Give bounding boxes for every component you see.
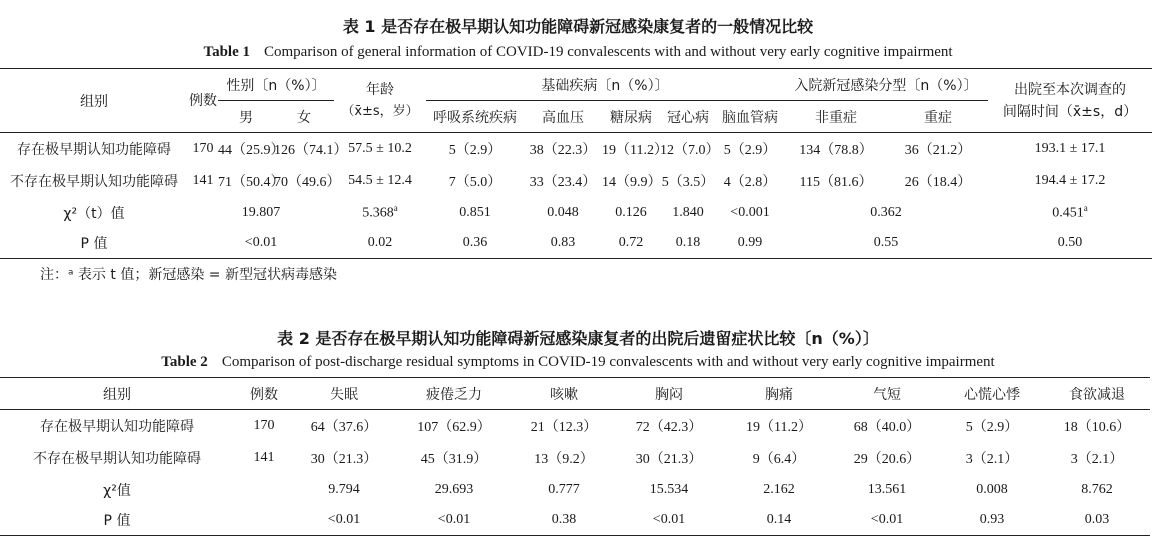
t1-p-label: P 值 bbox=[0, 229, 188, 259]
t1-stat-cerebro: <0.001 bbox=[730, 204, 770, 220]
t2-p-shortness-breath: <0.01 bbox=[834, 506, 940, 536]
t1-r1-female: 126（74.1） bbox=[274, 142, 348, 158]
table1-caption-cn: 表 1 是否存在极早期认知功能障碍新冠感染康复者的一般情况比较 bbox=[342, 17, 814, 36]
t1-p-age: 0.02 bbox=[334, 229, 426, 259]
t2-p-chest-pain: 0.14 bbox=[724, 506, 834, 536]
t1-r1-male: 44（25.9） bbox=[218, 142, 285, 158]
t1-r2-cerebro: 4（2.8） bbox=[723, 174, 777, 190]
t1-r2-hypertension: 33（23.4） bbox=[529, 174, 597, 190]
t2-stat-chest-tightness: 15.534 bbox=[649, 481, 689, 497]
t2-stat-shortness-breath: 13.561 bbox=[867, 481, 907, 497]
t2-r2-chest-pain: 9（6.4） bbox=[752, 451, 806, 467]
table2-caption-en bbox=[0, 354, 1156, 371]
table-row bbox=[0, 133, 1152, 165]
t2-r2-palpitation: 3（2.1） bbox=[965, 451, 1019, 467]
t1-p-diabetes: 0.72 bbox=[602, 229, 660, 259]
t1-r2-age: 54.5 ± 12.4 bbox=[348, 172, 412, 188]
t1-r2-interval: 194.4 ± 17.2 bbox=[1034, 172, 1106, 188]
t1-r1-interval: 193.1 ± 17.1 bbox=[1034, 140, 1106, 156]
t1-r2-count: 141 bbox=[192, 172, 214, 188]
table-row bbox=[0, 229, 1152, 259]
t2-r1-count: 170 bbox=[253, 417, 275, 433]
t2-stat-fatigue: 29.693 bbox=[434, 481, 474, 497]
t2-header-cough: 咳嗽 bbox=[514, 378, 614, 410]
table1-footnote: 注：ᵃ 表示 t 值；新冠感染 = 新型冠状病毒感染 bbox=[40, 267, 337, 283]
t1-header-count: 例数 bbox=[188, 69, 218, 133]
t1-r1-severe: 36（21.2） bbox=[904, 142, 972, 158]
t2-header-appetite-loss: 食欲减退 bbox=[1044, 378, 1150, 410]
t1-r1-hypertension: 38（22.3） bbox=[529, 142, 597, 158]
t2-p-appetite-loss: 0.03 bbox=[1044, 506, 1150, 536]
t1-p-hypertension: 0.83 bbox=[524, 229, 602, 259]
t1-header-interval: 出院至本次调查的 间隔时间（x̄±s，d） bbox=[988, 69, 1152, 133]
t1-header-severity: 入院新冠感染分型〔n（%）〕 bbox=[784, 69, 988, 101]
t1-stat-interval: 0.451$^a$ bbox=[1052, 203, 1088, 221]
t1-r2-male: 71（50.4） bbox=[218, 174, 285, 190]
t2-r1-palpitation: 5（2.9） bbox=[965, 419, 1019, 435]
t1-header-diabetes: 糖尿病 bbox=[602, 101, 660, 133]
t2-header-chest-pain: 胸痛 bbox=[724, 378, 834, 410]
t2-header-fatigue: 疲倦乏力 bbox=[394, 378, 514, 410]
t2-p-insomnia: <0.01 bbox=[294, 506, 394, 536]
t1-header-severe: 重症 bbox=[888, 101, 988, 133]
t1-r1-cerebro: 5（2.9） bbox=[723, 142, 777, 158]
t1-r1-respiratory: 5（2.9） bbox=[448, 142, 502, 158]
t2-r1-cough: 21（12.3） bbox=[530, 419, 598, 435]
t1-header-male: 男 bbox=[218, 101, 274, 133]
t2-stat-chest-pain: 2.162 bbox=[763, 481, 795, 497]
t2-stat-label: χ²值 bbox=[103, 482, 131, 499]
t1-stat-sex: 19.807 bbox=[241, 204, 281, 220]
table-row bbox=[0, 474, 1150, 506]
t1-p-cerebro: 0.99 bbox=[716, 229, 784, 259]
t2-p-label: P 值 bbox=[0, 506, 234, 536]
table-row bbox=[0, 506, 1150, 536]
t1-p-sex: <0.01 bbox=[188, 229, 334, 259]
t1-header-female: 女 bbox=[274, 101, 334, 133]
t2-r1-chest-pain: 19（11.2） bbox=[746, 419, 812, 435]
t1-r2-chd: 5（3.5） bbox=[661, 174, 715, 190]
table-row bbox=[0, 410, 1150, 442]
t1-p-respiratory: 0.36 bbox=[426, 229, 524, 259]
t1-r2-non-severe: 115（81.6） bbox=[799, 174, 873, 190]
t1-r1-age: 57.5 ± 10.2 bbox=[348, 140, 412, 156]
t1-r1-diabetes: 19（11.2） bbox=[602, 142, 668, 158]
t1-stat-respiratory: 0.851 bbox=[459, 204, 491, 220]
t2-r2-fatigue: 45（31.9） bbox=[420, 451, 488, 467]
t1-r2-group: 不存在极早期认知功能障碍 bbox=[10, 173, 178, 190]
table2-label: Table 2 bbox=[161, 354, 208, 370]
t1-header-chd: 冠心病 bbox=[660, 101, 716, 133]
t2-stat-appetite-loss: 8.762 bbox=[1081, 481, 1113, 497]
t1-header-group: 组别 bbox=[0, 69, 188, 133]
t2-r1-chest-tightness: 72（42.3） bbox=[635, 419, 703, 435]
t2-header-count: 例数 bbox=[234, 378, 294, 410]
t1-r2-severe: 26（18.4） bbox=[904, 174, 972, 190]
t2-r2-chest-tightness: 30（21.3） bbox=[635, 451, 703, 467]
table2-title-en: Comparison of post-discharge residual symptoms in COVID-19 convalescents with and without very early cognitive impairment bbox=[221, 354, 995, 370]
t2-r2-insomnia: 30（21.3） bbox=[310, 451, 378, 467]
t1-r1-chd: 12（7.0） bbox=[660, 142, 720, 158]
t1-r1-group: 存在极早期认知功能障碍 bbox=[17, 141, 171, 158]
t2-r2-group: 不存在极早期认知功能障碍 bbox=[33, 450, 201, 467]
t1-stat-age: 5.368$^a$ bbox=[362, 203, 398, 221]
t2-stat-palpitation: 0.008 bbox=[976, 481, 1008, 497]
t2-header-chest-tightness: 胸闷 bbox=[614, 378, 724, 410]
t1-r1-count: 170 bbox=[192, 140, 214, 156]
t2-r1-fatigue: 107（62.9） bbox=[417, 419, 491, 435]
t1-header-hypertension: 高血压 bbox=[524, 101, 602, 133]
t2-p-cough: 0.38 bbox=[514, 506, 614, 536]
t1-r1-non-severe: 134（78.8） bbox=[799, 142, 873, 158]
t2-stat-cough: 0.777 bbox=[548, 481, 580, 497]
t1-p-interval: 0.50 bbox=[988, 229, 1152, 259]
t2-r2-appetite-loss: 3（2.1） bbox=[1070, 451, 1124, 467]
t2-r1-shortness-breath: 68（40.0） bbox=[853, 419, 921, 435]
t2-r1-insomnia: 64（37.6） bbox=[310, 419, 378, 435]
t2-r2-count: 141 bbox=[253, 449, 275, 465]
table1 bbox=[0, 68, 1152, 259]
t2-r2-shortness-breath: 29（20.6） bbox=[853, 451, 921, 467]
t1-stat-label: χ²（t）值 bbox=[63, 205, 125, 222]
t2-stat-count bbox=[234, 474, 294, 506]
t2-header-palpitation: 心慌心悸 bbox=[940, 378, 1044, 410]
table1-label: Table 1 bbox=[203, 44, 250, 60]
t1-header-cerebro: 脑血管病 bbox=[716, 101, 784, 133]
table1-caption-en bbox=[0, 44, 1156, 61]
t2-header-insomnia: 失眠 bbox=[294, 378, 394, 410]
t2-p-palpitation: 0.93 bbox=[940, 506, 1044, 536]
t2-stat-insomnia: 9.794 bbox=[328, 481, 360, 497]
t2-r1-group: 存在极早期认知功能障碍 bbox=[40, 418, 194, 435]
t1-header-non-severe: 非重症 bbox=[784, 101, 888, 133]
t2-p-fatigue: <0.01 bbox=[394, 506, 514, 536]
t2-p-count bbox=[234, 506, 294, 536]
t1-header-respiratory: 呼吸系统疾病 bbox=[426, 101, 524, 133]
t2-r2-cough: 13（9.2） bbox=[534, 451, 594, 467]
t1-stat-severity: 0.362 bbox=[870, 204, 902, 220]
t2-header-shortness-breath: 气短 bbox=[834, 378, 940, 410]
t1-header-sex: 性别〔n（%）〕 bbox=[218, 69, 334, 101]
t1-p-severity: 0.55 bbox=[784, 229, 988, 259]
t1-p-chd: 0.18 bbox=[660, 229, 716, 259]
t2-p-chest-tightness: <0.01 bbox=[614, 506, 724, 536]
t1-stat-diabetes: 0.126 bbox=[615, 204, 647, 220]
table2 bbox=[0, 377, 1150, 536]
table-row bbox=[0, 197, 1152, 229]
table2-caption-cn: 表 2 是否存在极早期认知功能障碍新冠感染康复者的出院后遗留症状比较〔n（%）〕 bbox=[277, 329, 879, 348]
table1-title-en: Comparison of general information of COVID-19 convalescents with and without very early cognitive impairment bbox=[263, 44, 953, 60]
t1-header-age: 年龄 （x̄±s，岁） bbox=[334, 69, 426, 133]
t1-r2-female: 70（49.6） bbox=[274, 174, 341, 190]
t2-header-group: 组别 bbox=[0, 378, 234, 410]
table-row bbox=[0, 165, 1152, 197]
t2-r1-appetite-loss: 18（10.6） bbox=[1063, 419, 1131, 435]
t1-r2-respiratory: 7（5.0） bbox=[448, 174, 502, 190]
t1-r2-diabetes: 14（9.9） bbox=[602, 174, 662, 190]
t1-header-disease: 基础疾病〔n（%）〕 bbox=[426, 69, 784, 101]
t1-stat-chd: 1.840 bbox=[672, 204, 704, 220]
t1-stat-hypertension: 0.048 bbox=[547, 204, 579, 220]
table-row bbox=[0, 442, 1150, 474]
